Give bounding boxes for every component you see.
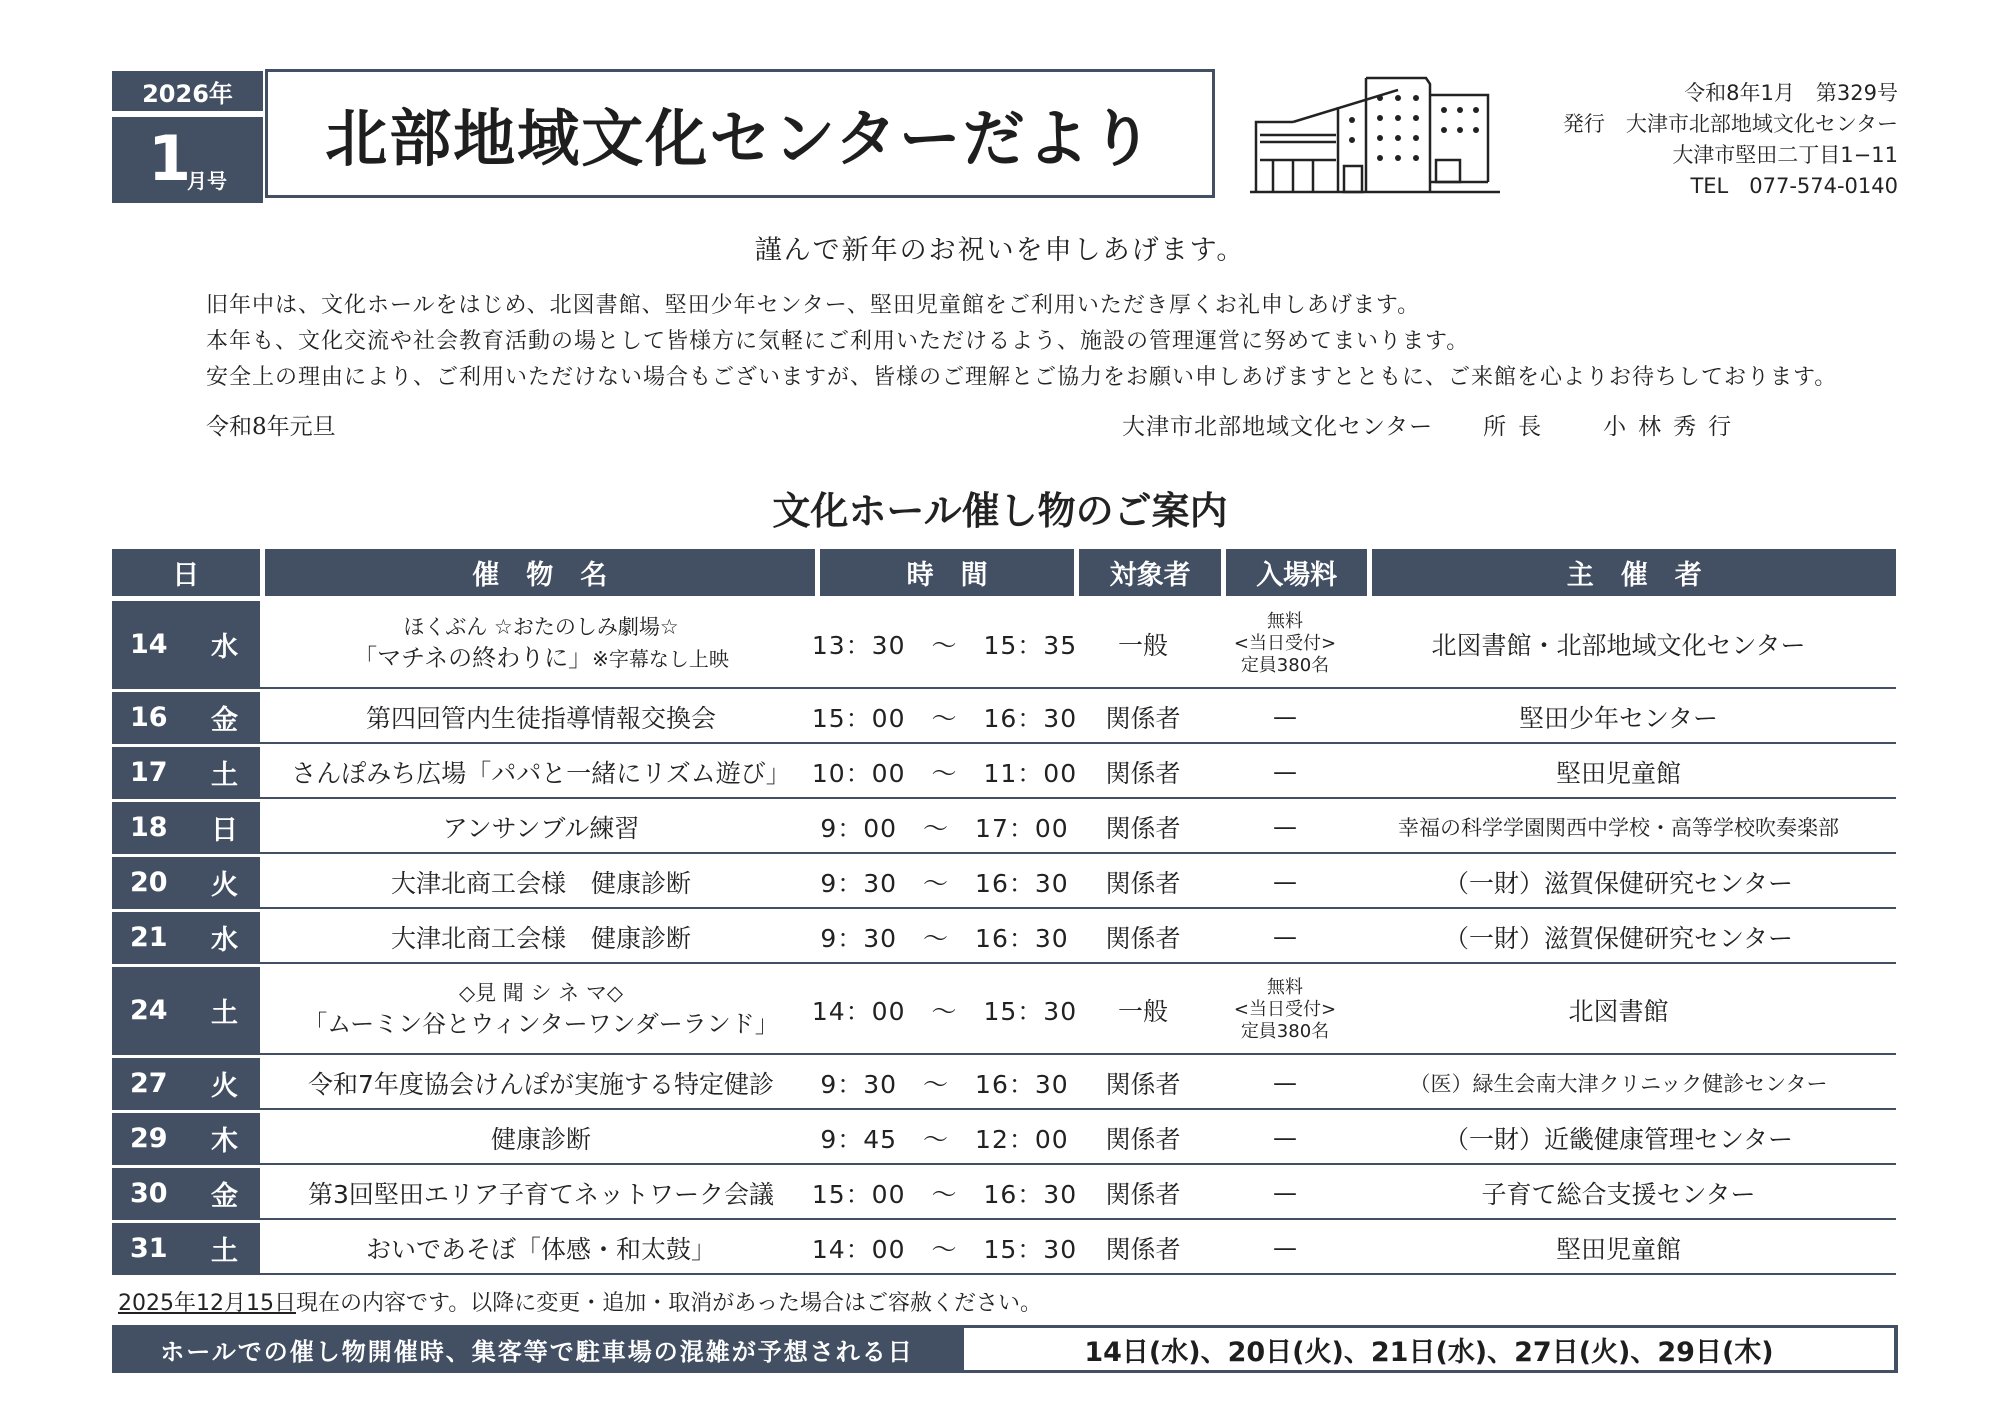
greeting-date: 令和8年元旦 bbox=[206, 414, 336, 440]
host-cell bbox=[1356, 747, 1881, 797]
target-cell bbox=[1072, 802, 1214, 852]
date-number: 21 bbox=[130, 921, 168, 953]
time-range: 9：30 ～ 16：30 bbox=[820, 1070, 1069, 1099]
date-number: 29 bbox=[130, 1122, 168, 1154]
greeting-line-2: 本年も、文化交流や社会教育活動の場として皆様方に気軽にご利用いただけるよう、施設の管理運営に努めてまいります。 bbox=[206, 329, 1470, 354]
host-cell bbox=[1356, 912, 1881, 962]
table-row bbox=[112, 601, 1896, 689]
event-name: 第3回堅田エリア子育てネットワーク会議 bbox=[308, 1180, 774, 1209]
event-main-line bbox=[366, 1230, 716, 1266]
month-label bbox=[112, 117, 263, 203]
target-cell bbox=[1072, 912, 1214, 962]
date-number: 17 bbox=[130, 756, 168, 788]
target-cell bbox=[1072, 692, 1214, 742]
event-name: さんぽみち広場「パパと一緒にリズム遊び」 bbox=[291, 759, 791, 788]
host-name: 堅田少年センター bbox=[1518, 704, 1718, 733]
event-cell bbox=[265, 1113, 817, 1163]
fee-value: — bbox=[1273, 1124, 1297, 1152]
year-label: 2026年 bbox=[112, 71, 263, 111]
fee-cell bbox=[1214, 912, 1356, 962]
date-number: 14 bbox=[130, 628, 168, 660]
signer-org: 大津市北部地域文化センター bbox=[1122, 414, 1434, 440]
host-name: （医）緑生会南大津クリニック健診センター bbox=[1409, 1072, 1828, 1096]
time-cell bbox=[817, 912, 1072, 962]
day-of-week: 水 bbox=[211, 631, 238, 663]
time-cell bbox=[817, 857, 1072, 907]
fee-cell bbox=[1214, 747, 1356, 797]
header-date: 日 bbox=[112, 549, 260, 596]
event-main-line bbox=[303, 1007, 778, 1041]
target-audience: 関係者 bbox=[1105, 924, 1181, 953]
time-range: 9：00 ～ 17：00 bbox=[820, 814, 1069, 843]
day-of-week: 火 bbox=[211, 1070, 238, 1102]
host-name: （一財）近畿健康管理センター bbox=[1443, 1125, 1793, 1154]
host-name: 北図書館 bbox=[1568, 997, 1669, 1026]
event-name: 第四回管内生徒指導情報交換会 bbox=[365, 704, 716, 733]
event-subtitle: ◇見 聞 シ ネ マ◇ bbox=[458, 981, 623, 1005]
target-audience: 一般 bbox=[1117, 631, 1168, 660]
telephone: TEL 077-574-0140 bbox=[1690, 174, 1898, 198]
day-of-week: 金 bbox=[211, 704, 238, 736]
time-range: 15：00 ～ 16：30 bbox=[811, 704, 1078, 733]
target-cell bbox=[1072, 747, 1214, 797]
event-cell bbox=[265, 1168, 817, 1218]
event-main-line bbox=[491, 1120, 591, 1156]
time-range: 14：00 ～ 15：30 bbox=[811, 1235, 1078, 1264]
target-audience: 関係者 bbox=[1105, 1070, 1181, 1099]
event-name: 大津北商工会様 健康診断 bbox=[390, 924, 691, 953]
table-row bbox=[112, 692, 1896, 744]
date-number: 31 bbox=[130, 1232, 168, 1264]
host-cell bbox=[1356, 967, 1881, 1053]
target-audience: 関係者 bbox=[1105, 1235, 1181, 1264]
event-name: 「ムーミン谷とウィンターワンダーランド」 bbox=[303, 1010, 779, 1038]
fee-cell bbox=[1214, 1223, 1356, 1273]
table-row bbox=[112, 1168, 1896, 1220]
date-number: 16 bbox=[130, 701, 168, 733]
publisher: 発行 大津市北部地域文化センター bbox=[1562, 112, 1898, 136]
table-row bbox=[112, 747, 1896, 799]
issue-info bbox=[1520, 78, 1898, 202]
date-number: 24 bbox=[130, 994, 168, 1026]
date-number: 30 bbox=[130, 1177, 168, 1209]
host-cell bbox=[1356, 1113, 1881, 1163]
target-audience: 関係者 bbox=[1105, 759, 1181, 788]
event-name: 健康診断 bbox=[490, 1125, 591, 1154]
fee-value: 無料 bbox=[1267, 977, 1303, 998]
event-name: 大津北商工会様 健康診断 bbox=[390, 869, 691, 898]
time-cell bbox=[811, 1223, 1078, 1273]
event-main-line bbox=[391, 864, 691, 900]
target-cell bbox=[1072, 1058, 1214, 1108]
date-number: 18 bbox=[130, 811, 168, 843]
fee-cell bbox=[1214, 1113, 1356, 1163]
date-cell bbox=[112, 1223, 260, 1273]
fee-cell bbox=[1214, 601, 1356, 687]
fee-cell bbox=[1214, 967, 1356, 1053]
host-cell bbox=[1356, 857, 1881, 907]
greeting-heading: 謹んで新年のお祝いを申しあげます。 bbox=[754, 235, 1246, 266]
time-cell bbox=[811, 747, 1078, 797]
table-row bbox=[112, 912, 1896, 964]
date-cell bbox=[112, 912, 260, 962]
host-name: 堅田児童館 bbox=[1555, 759, 1681, 788]
fee-value: — bbox=[1273, 758, 1297, 786]
target-cell bbox=[1072, 1168, 1214, 1218]
fee-value: — bbox=[1273, 923, 1297, 951]
fee-capacity: 定員380名 bbox=[1240, 655, 1330, 676]
host-cell bbox=[1356, 802, 1881, 852]
parking-congestion-dates: 14日(水)、20日(火)、21日(水)、27日(火)、29日(木) bbox=[964, 1328, 1894, 1370]
target-cell bbox=[1072, 1223, 1214, 1273]
header-event: 催 物 名 bbox=[265, 549, 815, 596]
day-of-week: 木 bbox=[211, 1125, 238, 1157]
host-cell bbox=[1356, 692, 1881, 742]
target-cell bbox=[1072, 601, 1214, 687]
fee-value: — bbox=[1273, 703, 1297, 731]
header-time: 時 間 bbox=[820, 549, 1074, 596]
section-title: 文化ホール催し物のご案内 bbox=[772, 489, 1228, 533]
fee-reception: <当日受付> bbox=[1233, 633, 1337, 654]
event-cell bbox=[265, 967, 817, 1053]
table-row bbox=[112, 857, 1896, 909]
time-range: 9：30 ～ 16：30 bbox=[820, 869, 1069, 898]
time-cell bbox=[817, 1113, 1072, 1163]
table-header-row bbox=[112, 549, 1896, 596]
table-row bbox=[112, 1058, 1896, 1110]
host-cell bbox=[1356, 1223, 1881, 1273]
target-audience: 関係者 bbox=[1105, 814, 1181, 843]
time-cell bbox=[811, 967, 1078, 1053]
fee-reception: <当日受付> bbox=[1233, 999, 1337, 1020]
time-cell bbox=[811, 601, 1078, 687]
event-main-line bbox=[443, 809, 640, 845]
event-cell bbox=[265, 692, 817, 742]
event-cell bbox=[265, 747, 817, 797]
host-cell bbox=[1356, 1168, 1881, 1218]
date-cell bbox=[112, 692, 260, 742]
header-fee: 入場料 bbox=[1226, 549, 1368, 596]
host-name: （一財）滋賀保健研究センター bbox=[1443, 869, 1793, 898]
date-cell bbox=[112, 1113, 260, 1163]
event-main-line bbox=[353, 641, 729, 676]
event-name: おいであそぼ「体感・和太鼓」 bbox=[365, 1235, 716, 1264]
signer-name: 小林秀行 bbox=[1603, 414, 1744, 440]
time-cell bbox=[811, 1168, 1078, 1218]
fee-cell bbox=[1214, 857, 1356, 907]
event-main-line bbox=[391, 919, 691, 955]
time-range: 9：45 ～ 12：00 bbox=[820, 1125, 1069, 1154]
host-name: 幸福の科学学園関西中学校・高等学校吹奏楽部 bbox=[1398, 816, 1839, 840]
host-name: 子育て総合支援センター bbox=[1481, 1180, 1756, 1209]
host-name: 北図書館・北部地域文化センター bbox=[1431, 631, 1806, 660]
title-box bbox=[265, 69, 1215, 198]
fee-cell bbox=[1214, 1168, 1356, 1218]
time-range: 15：00 ～ 16：30 bbox=[811, 1180, 1078, 1209]
as-of-date: 2025年12月15日 bbox=[118, 1291, 296, 1316]
fee-value: — bbox=[1273, 868, 1297, 896]
target-audience: 関係者 bbox=[1105, 1125, 1181, 1154]
event-cell bbox=[265, 1058, 817, 1108]
event-cell bbox=[265, 857, 817, 907]
fee-cell bbox=[1214, 802, 1356, 852]
building-icon bbox=[1248, 70, 1503, 200]
time-range: 9：30 ～ 16：30 bbox=[820, 924, 1069, 953]
fee-value: 無料 bbox=[1267, 611, 1303, 632]
date-cell bbox=[112, 802, 260, 852]
fee-cell bbox=[1214, 692, 1356, 742]
date-cell bbox=[112, 1168, 260, 1218]
event-name: 令和7年度協会けんぽが実施する特定健診 bbox=[308, 1070, 774, 1099]
event-cell bbox=[265, 601, 817, 687]
day-of-week: 土 bbox=[211, 1235, 238, 1267]
issue-number: 令和8年1月 第329号 bbox=[1684, 81, 1898, 105]
date-cell bbox=[112, 601, 260, 687]
event-main-line bbox=[291, 754, 791, 790]
target-cell bbox=[1072, 1113, 1214, 1163]
date-cell bbox=[112, 747, 260, 797]
fee-value: — bbox=[1273, 1179, 1297, 1207]
date-number: 27 bbox=[130, 1067, 168, 1099]
table-row bbox=[112, 967, 1896, 1055]
time-range: 13：30 ～ 15：35 bbox=[811, 631, 1078, 660]
event-main-line bbox=[366, 699, 716, 735]
greeting-signature bbox=[1122, 408, 1743, 441]
as-of-note bbox=[118, 1286, 1042, 1317]
greeting-line-3: 安全上の理由により、ご利用いただけない場合もございますが、皆様のご理解とご協力をお願い申しあげますとともに、ご来館を心よりお待ちしております。 bbox=[206, 365, 1838, 390]
event-main-line bbox=[308, 1065, 774, 1101]
signer-title: 所長 bbox=[1483, 414, 1554, 440]
host-cell bbox=[1356, 601, 1881, 687]
host-name: （一財）滋賀保健研究センター bbox=[1443, 924, 1793, 953]
header-target: 対象者 bbox=[1079, 549, 1221, 596]
event-note: ※字幕なし上映 bbox=[592, 646, 729, 671]
month-number: 1 bbox=[148, 122, 192, 195]
header-host: 主 催 者 bbox=[1372, 549, 1896, 596]
time-cell bbox=[817, 802, 1072, 852]
fee-capacity: 定員380名 bbox=[1240, 1021, 1330, 1042]
newsletter-title: 北部地域文化センターだより bbox=[325, 102, 1155, 175]
event-main-line bbox=[308, 1175, 774, 1211]
time-cell bbox=[811, 692, 1078, 742]
time-range: 14：00 ～ 15：30 bbox=[811, 997, 1078, 1026]
as-of-text: 現在の内容です。以降に変更・追加・取消があった場合はご容赦ください。 bbox=[295, 1291, 1043, 1316]
fee-value: — bbox=[1273, 813, 1297, 841]
greeting-line-1: 旧年中は、文化ホールをはじめ、北図書館、堅田少年センター、堅田児童館をご利用いただき厚くお礼申しあげます。 bbox=[206, 293, 1421, 318]
event-name: 「マチネの終わりに」 bbox=[353, 643, 593, 672]
target-audience: 関係者 bbox=[1105, 1180, 1181, 1209]
event-cell bbox=[265, 912, 817, 962]
fee-value: — bbox=[1273, 1234, 1297, 1262]
event-cell bbox=[265, 802, 817, 852]
host-cell bbox=[1356, 1058, 1881, 1108]
day-of-week: 水 bbox=[211, 924, 238, 956]
event-cell bbox=[265, 1223, 817, 1273]
address: 大津市堅田二丁目1−11 bbox=[1672, 143, 1898, 167]
day-of-week: 土 bbox=[211, 759, 238, 791]
target-cell bbox=[1072, 967, 1214, 1053]
event-name: アンサンブル練習 bbox=[442, 814, 640, 843]
table-row bbox=[112, 1113, 1896, 1165]
date-cell bbox=[112, 967, 260, 1053]
day-of-week: 土 bbox=[211, 997, 238, 1029]
target-cell bbox=[1072, 857, 1214, 907]
date-cell bbox=[112, 1058, 260, 1108]
day-of-week: 日 bbox=[211, 814, 238, 846]
month-suffix: 月号 bbox=[187, 169, 227, 193]
fee-value: — bbox=[1273, 1069, 1297, 1097]
table-row bbox=[112, 1223, 1896, 1275]
event-schedule-table bbox=[112, 549, 1896, 1278]
event-subtitle: ほくぶん ☆おたのしみ劇場☆ bbox=[403, 614, 679, 639]
target-audience: 関係者 bbox=[1105, 869, 1181, 898]
date-cell bbox=[112, 857, 260, 907]
time-cell bbox=[817, 1058, 1072, 1108]
date-number: 20 bbox=[130, 866, 168, 898]
target-audience: 関係者 bbox=[1105, 704, 1181, 733]
time-range: 10：00 ～ 11：00 bbox=[811, 759, 1078, 788]
host-name: 堅田児童館 bbox=[1555, 1235, 1681, 1264]
table-row bbox=[112, 802, 1896, 854]
day-of-week: 金 bbox=[211, 1180, 238, 1212]
fee-cell bbox=[1214, 1058, 1356, 1108]
target-audience: 一般 bbox=[1117, 997, 1168, 1026]
parking-congestion-label: ホールでの催し物開催時、集客等で駐車場の混雑が予想される日 bbox=[160, 1337, 914, 1366]
day-of-week: 火 bbox=[211, 869, 238, 901]
